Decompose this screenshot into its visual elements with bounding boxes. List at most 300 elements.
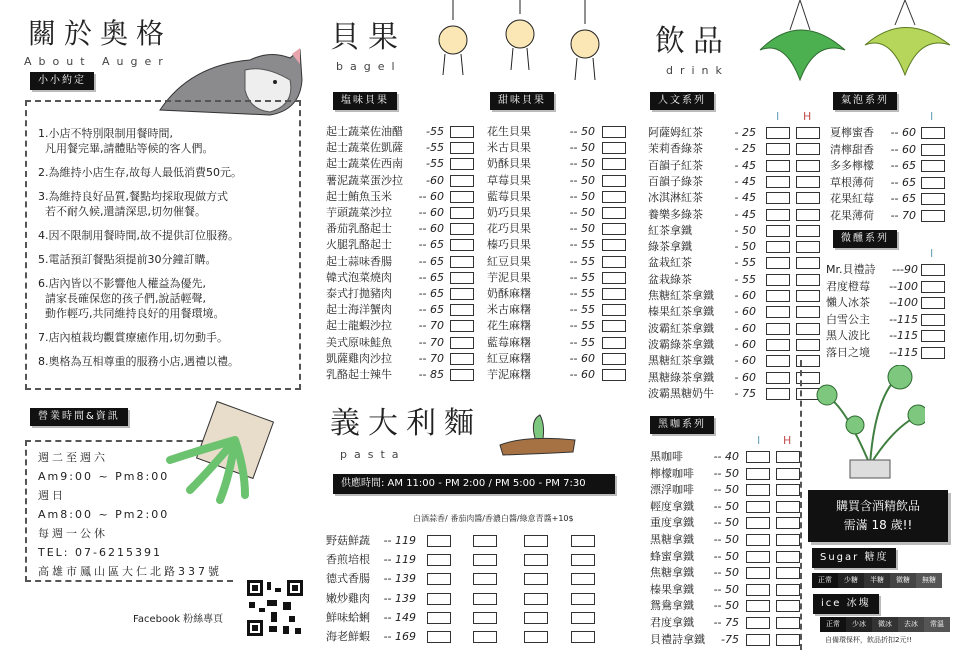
- sweet-bagel-row: [487, 352, 632, 368]
- order-checkbox[interactable]: [776, 551, 800, 563]
- item-price: -- 60: [569, 368, 595, 381]
- sweet-bagel-row: [487, 368, 632, 384]
- humanities-drink-row: [648, 289, 826, 305]
- item-price: -- 65: [890, 159, 916, 172]
- item-price: - 60: [734, 321, 756, 335]
- tipsy-drink-row: [826, 296, 951, 312]
- order-checkbox[interactable]: [776, 617, 800, 629]
- bubble-drink-row: [830, 143, 951, 159]
- info-label: 營業時間&資訊: [30, 408, 128, 426]
- order-checkbox[interactable]: [746, 468, 770, 480]
- item-name: 清檸甜香: [830, 142, 874, 156]
- order-checkbox[interactable]: [746, 501, 770, 513]
- ice-label: ice 冰塊: [813, 594, 879, 614]
- order-checkbox[interactable]: [921, 347, 945, 359]
- order-checkbox[interactable]: [776, 501, 800, 513]
- order-checkbox[interactable]: [776, 517, 800, 529]
- order-checkbox[interactable]: [602, 353, 626, 365]
- order-checkbox[interactable]: [571, 573, 595, 585]
- bubble-iced-header: I: [930, 110, 934, 123]
- order-checkbox[interactable]: [602, 223, 626, 235]
- order-checkbox[interactable]: [796, 192, 820, 204]
- item-price: -- 60: [418, 206, 444, 219]
- order-checkbox[interactable]: [921, 297, 945, 309]
- item-price: -- 55: [569, 303, 595, 317]
- sweet-bagel-row: [487, 222, 632, 238]
- humanities-drink-row: [648, 175, 826, 191]
- order-checkbox[interactable]: [427, 631, 451, 643]
- bubble-drink-row: [830, 176, 951, 192]
- sweet-bagel-row: [487, 174, 632, 190]
- order-checkbox[interactable]: [602, 191, 626, 203]
- order-checkbox[interactable]: [776, 584, 800, 596]
- tipsy-drink-row: [826, 346, 951, 362]
- order-checkbox[interactable]: [766, 290, 790, 302]
- sugar-option[interactable]: 微糖: [890, 573, 916, 588]
- coffee-drink-row: [650, 483, 806, 499]
- order-checkbox[interactable]: [473, 593, 497, 605]
- item-price: -- 60: [418, 222, 444, 236]
- salty-bagel-row: [326, 368, 480, 384]
- item-price: -- 55: [569, 287, 595, 300]
- order-checkbox[interactable]: [524, 554, 548, 566]
- order-checkbox[interactable]: [473, 573, 497, 585]
- drink-subtitle: drink: [666, 64, 729, 77]
- item-name: 君度橙莓: [826, 279, 870, 293]
- alcohol-notice-line2: 需滿 18 歲!!: [843, 518, 913, 532]
- order-checkbox[interactable]: [796, 160, 820, 172]
- order-checkbox[interactable]: [602, 320, 626, 332]
- item-price: -55: [426, 141, 444, 155]
- order-checkbox[interactable]: [766, 225, 790, 237]
- bubble-drink-row: [830, 192, 951, 208]
- facebook-label: Facebook 粉絲專頁: [133, 614, 224, 625]
- order-checkbox[interactable]: [796, 257, 820, 269]
- tipsy-drink-row: [826, 313, 951, 329]
- humanities-drink-row: [648, 240, 826, 256]
- order-checkbox[interactable]: [450, 288, 474, 300]
- order-checkbox[interactable]: [427, 612, 451, 624]
- order-checkbox[interactable]: [450, 320, 474, 332]
- order-checkbox[interactable]: [473, 554, 497, 566]
- order-checkbox[interactable]: [766, 160, 790, 172]
- humanities-series-label: 人文系列: [650, 92, 714, 110]
- item-name: 番茄乳酪起士: [326, 222, 392, 236]
- order-checkbox[interactable]: [450, 353, 474, 365]
- item-price: - 60: [734, 305, 756, 319]
- item-price: - 60: [734, 354, 756, 368]
- item-price: -- 55: [569, 238, 595, 252]
- order-checkbox[interactable]: [427, 573, 451, 585]
- order-checkbox[interactable]: [450, 158, 474, 170]
- humanities-drink-row: [648, 126, 826, 142]
- order-checkbox[interactable]: [746, 600, 770, 612]
- pasta-row: [326, 534, 601, 550]
- order-checkbox[interactable]: [796, 306, 820, 318]
- item-name: 藍莓麻糬: [487, 335, 531, 349]
- order-checkbox[interactable]: [602, 256, 626, 268]
- item-name: 海老鮮蝦: [326, 630, 370, 643]
- info-line: 週日: [38, 489, 66, 502]
- item-price: -- 70: [418, 351, 444, 365]
- coffee-iced-header: I: [757, 434, 761, 447]
- item-price: -- 65: [418, 287, 444, 300]
- order-checkbox[interactable]: [776, 534, 800, 546]
- item-name: 芋泥貝果: [487, 270, 531, 284]
- item-name: 養樂多綠茶: [648, 207, 703, 221]
- order-checkbox[interactable]: [524, 573, 548, 585]
- order-checkbox[interactable]: [450, 239, 474, 251]
- item-price: -- 60: [890, 126, 916, 139]
- order-checkbox[interactable]: [602, 207, 626, 219]
- pasta-subtitle: pasta: [340, 448, 406, 461]
- rule-item: 1.小店不特別限制用餐時間, 凡用餐完畢,請體貼等候的客人們。: [38, 127, 214, 155]
- coffee-drink-row: [650, 450, 806, 466]
- item-price: -- 50: [713, 516, 739, 530]
- sugar-option[interactable]: 半糖: [864, 573, 890, 588]
- item-name: 冰淇淋紅茶: [648, 191, 703, 205]
- item-price: - 45: [734, 158, 756, 172]
- item-name: 百韻子綠茶: [648, 174, 703, 188]
- item-price: -- 60: [890, 142, 916, 156]
- about-title: 關於奧格: [28, 17, 173, 50]
- order-checkbox[interactable]: [602, 337, 626, 349]
- order-checkbox[interactable]: [571, 535, 595, 547]
- order-checkbox[interactable]: [766, 209, 790, 221]
- order-checkbox[interactable]: [450, 369, 474, 381]
- pasta-hours: 供應時間: AM 11:00 - PM 2:00 / PM 5:00 - PM 7:30: [333, 474, 615, 494]
- sweet-bagel-row: [487, 271, 632, 287]
- order-checkbox[interactable]: [602, 126, 626, 138]
- order-checkbox[interactable]: [796, 127, 820, 139]
- order-checkbox[interactable]: [602, 175, 626, 187]
- item-price: -- 119: [383, 534, 416, 547]
- bagel-subtitle: bagel: [336, 60, 402, 73]
- bubble-series-label: 氣泡系列: [833, 92, 897, 110]
- item-name: Mr.貝禮詩: [826, 263, 876, 276]
- coffee-hot-header: H: [783, 434, 792, 447]
- humanities-drink-row: [648, 338, 826, 354]
- order-checkbox[interactable]: [524, 612, 548, 624]
- item-price: -75: [721, 632, 739, 646]
- pasta-row: [326, 630, 601, 646]
- order-checkbox[interactable]: [602, 239, 626, 251]
- item-name: 芋頭蔬菜沙拉: [326, 206, 392, 219]
- order-checkbox[interactable]: [796, 176, 820, 188]
- sweet-bagel-row: [487, 125, 632, 141]
- item-name: 紅茶拿鐵: [648, 223, 692, 237]
- order-checkbox[interactable]: [473, 612, 497, 624]
- item-price: - 25: [734, 142, 756, 156]
- order-checkbox[interactable]: [921, 264, 945, 276]
- order-checkbox[interactable]: [921, 314, 945, 326]
- order-checkbox[interactable]: [776, 484, 800, 496]
- order-checkbox[interactable]: [921, 160, 945, 172]
- rule-item: 5.電話預訂餐點須提前30分鐘訂購。: [38, 253, 217, 266]
- item-price: -- 65: [418, 270, 444, 284]
- order-checkbox[interactable]: [450, 191, 474, 203]
- coffee-drink-row: [650, 633, 806, 649]
- order-checkbox[interactable]: [766, 241, 790, 253]
- item-name: 黑人波比: [826, 329, 870, 342]
- order-checkbox[interactable]: [450, 272, 474, 284]
- item-name: 盆栽紅茶: [648, 256, 692, 270]
- item-name: 花巧貝果: [487, 222, 531, 236]
- item-price: -- 40: [713, 450, 739, 463]
- item-name: 美式原味鮭魚: [326, 335, 392, 349]
- item-price: -- 55: [569, 319, 595, 333]
- order-checkbox[interactable]: [746, 634, 770, 646]
- item-price: - 55: [734, 272, 756, 286]
- item-price: - 45: [734, 207, 756, 221]
- order-checkbox[interactable]: [776, 468, 800, 480]
- order-checkbox[interactable]: [602, 304, 626, 316]
- ice-option[interactable]: 去冰: [898, 617, 924, 632]
- order-checkbox[interactable]: [602, 369, 626, 381]
- item-price: -- 70: [418, 335, 444, 349]
- order-checkbox[interactable]: [524, 593, 548, 605]
- alcohol-age-notice: [808, 490, 948, 542]
- item-price: - 60: [734, 337, 756, 351]
- item-name: 起士蔬菜佐凱薩: [326, 141, 403, 155]
- item-name: 泰式打拋豬肉: [326, 287, 392, 300]
- item-name: 起士蔬菜佐油醋: [326, 125, 403, 138]
- order-checkbox[interactable]: [602, 142, 626, 154]
- order-checkbox[interactable]: [746, 451, 770, 463]
- item-name: 韓式泡菜燒肉: [326, 270, 392, 284]
- item-price: - 55: [734, 256, 756, 270]
- item-name: 紅豆貝果: [487, 254, 531, 268]
- order-checkbox[interactable]: [921, 144, 945, 156]
- coffee-drink-row: [650, 599, 806, 615]
- salty-bagel-row: [326, 238, 480, 254]
- item-name: 盆栽綠茶: [648, 272, 692, 286]
- item-price: - 50: [734, 223, 756, 237]
- item-name: 白雪公主: [826, 312, 870, 326]
- order-checkbox[interactable]: [524, 535, 548, 547]
- order-checkbox[interactable]: [450, 337, 474, 349]
- sweet-bagel-row: [487, 238, 632, 254]
- order-checkbox[interactable]: [776, 451, 800, 463]
- order-checkbox[interactable]: [524, 631, 548, 643]
- order-checkbox[interactable]: [796, 274, 820, 286]
- ice-options: [820, 617, 950, 632]
- ice-option[interactable]: 微冰: [872, 617, 898, 632]
- salty-bagel-row: [326, 174, 480, 190]
- coffee-drink-row: [650, 566, 806, 582]
- item-name: 百韻子紅茶: [648, 158, 703, 172]
- order-checkbox[interactable]: [766, 339, 790, 351]
- item-name: 茉莉香綠茶: [648, 142, 703, 156]
- coffee-drink-row: [650, 516, 806, 532]
- order-checkbox[interactable]: [766, 306, 790, 318]
- ice-option[interactable]: 少冰: [846, 617, 872, 632]
- item-name: 芋泥麻糬: [487, 368, 531, 381]
- item-name: 檸檬咖啡: [650, 466, 694, 480]
- info-line: 週二至週六: [38, 451, 108, 464]
- item-name: 起士龍蝦沙拉: [326, 319, 392, 333]
- order-checkbox[interactable]: [921, 177, 945, 189]
- item-price: --115: [889, 345, 918, 359]
- order-checkbox[interactable]: [450, 126, 474, 138]
- salty-bagel-row: [326, 125, 480, 141]
- order-checkbox[interactable]: [746, 551, 770, 563]
- salty-bagel-row: [326, 287, 480, 303]
- staghorn-fern-illustration: [160, 400, 280, 510]
- order-checkbox[interactable]: [450, 256, 474, 268]
- order-checkbox[interactable]: [746, 517, 770, 529]
- tipsy-series-label: 微醺系列: [833, 230, 897, 248]
- order-checkbox[interactable]: [921, 127, 945, 139]
- order-checkbox[interactable]: [921, 330, 945, 342]
- bagel-title: 貝果: [330, 20, 406, 55]
- order-checkbox[interactable]: [796, 225, 820, 237]
- potted-plants-illustration: [815, 365, 925, 480]
- order-checkbox[interactable]: [571, 612, 595, 624]
- order-checkbox[interactable]: [746, 484, 770, 496]
- order-checkbox[interactable]: [796, 339, 820, 351]
- item-price: -- 55: [569, 270, 595, 284]
- rule-item: 8.奧格為互相尊重的服務小店,遇禮以禮。: [38, 355, 239, 368]
- pasta-row: [326, 553, 601, 569]
- item-name: 奶巧貝果: [487, 206, 531, 219]
- order-checkbox[interactable]: [796, 290, 820, 302]
- rule-item: 2.為維持小店生存,故每人最低消費50元。: [38, 166, 242, 179]
- item-price: -- 65: [890, 175, 916, 189]
- order-checkbox[interactable]: [571, 631, 595, 643]
- order-checkbox[interactable]: [450, 175, 474, 187]
- sweet-bagel-row: [487, 303, 632, 319]
- order-checkbox[interactable]: [427, 554, 451, 566]
- item-price: -- 50: [569, 173, 595, 187]
- order-checkbox[interactable]: [921, 281, 945, 293]
- salty-bagel-row: [326, 190, 480, 206]
- item-name: 多多檸檬: [830, 159, 874, 172]
- pasta-row: [326, 611, 601, 627]
- order-checkbox[interactable]: [746, 534, 770, 546]
- order-checkbox[interactable]: [450, 142, 474, 154]
- item-price: -- 149: [383, 610, 416, 624]
- item-name: 花生貝果: [487, 125, 531, 138]
- order-checkbox[interactable]: [921, 193, 945, 205]
- item-price: -55: [426, 157, 444, 171]
- item-price: -60: [426, 173, 444, 187]
- item-name: 榛巧貝果: [487, 238, 531, 252]
- order-checkbox[interactable]: [602, 288, 626, 300]
- order-checkbox[interactable]: [450, 223, 474, 235]
- item-price: - 25: [734, 126, 756, 139]
- item-name: 夏檸蜜香: [830, 126, 874, 139]
- item-price: -- 50: [713, 499, 739, 513]
- order-checkbox[interactable]: [746, 584, 770, 596]
- order-checkbox[interactable]: [571, 593, 595, 605]
- qr-code[interactable]: [245, 578, 305, 638]
- item-price: -- 50: [569, 125, 595, 138]
- coffee-drink-row: [650, 533, 806, 549]
- sweet-bagel-row: [487, 255, 632, 271]
- order-checkbox[interactable]: [602, 272, 626, 284]
- order-checkbox[interactable]: [796, 209, 820, 221]
- item-name: 花果薄荷: [830, 208, 874, 222]
- humanities-drink-row: [648, 273, 826, 289]
- item-price: -- 55: [569, 335, 595, 349]
- order-checkbox[interactable]: [766, 388, 790, 400]
- order-checkbox[interactable]: [766, 176, 790, 188]
- ice-option[interactable]: 常溫: [924, 617, 950, 632]
- item-price: -- 75: [713, 616, 739, 629]
- order-checkbox[interactable]: [766, 372, 790, 384]
- order-checkbox[interactable]: [766, 355, 790, 367]
- ice-option[interactable]: 正常: [820, 617, 846, 632]
- item-name: 奶酥貝果: [487, 157, 531, 171]
- item-price: -- 50: [713, 466, 739, 480]
- sweet-bagel-row: [487, 336, 632, 352]
- order-checkbox[interactable]: [473, 535, 497, 547]
- item-name: 火腿乳酪起士: [326, 238, 392, 252]
- order-checkbox[interactable]: [796, 241, 820, 253]
- order-checkbox[interactable]: [766, 257, 790, 269]
- item-name: 藍莓貝果: [487, 189, 531, 203]
- humanities-drink-row: [648, 208, 826, 224]
- sugar-option[interactable]: 少糖: [838, 573, 864, 588]
- item-price: ---90: [892, 263, 918, 276]
- item-price: -- 50: [569, 141, 595, 155]
- item-name: 野菇鮮蔬: [326, 534, 370, 547]
- order-checkbox[interactable]: [746, 617, 770, 629]
- order-checkbox[interactable]: [776, 600, 800, 612]
- sugar-option[interactable]: 正常: [812, 573, 838, 588]
- item-name: 起士蔬菜佐西南: [326, 157, 403, 171]
- coffee-drink-row: [650, 616, 806, 632]
- order-checkbox[interactable]: [450, 304, 474, 316]
- item-name: 草根薄荷: [830, 175, 874, 189]
- order-checkbox[interactable]: [796, 323, 820, 335]
- sugar-option[interactable]: 無糖: [916, 573, 942, 588]
- order-checkbox[interactable]: [766, 127, 790, 139]
- humanities-drink-row: [648, 159, 826, 175]
- order-checkbox[interactable]: [766, 323, 790, 335]
- item-price: - 75: [734, 386, 756, 400]
- sugar-label: Sugar 糖度: [812, 548, 896, 568]
- order-checkbox[interactable]: [427, 535, 451, 547]
- humanities-drink-row: [648, 142, 826, 158]
- order-checkbox[interactable]: [766, 143, 790, 155]
- item-name: 起士鮪魚玉米: [326, 189, 392, 203]
- item-name: 黑糖綠茶拿鐵: [648, 370, 714, 384]
- item-price: --100: [889, 279, 918, 293]
- salty-bagel-row: [326, 157, 480, 173]
- order-checkbox[interactable]: [776, 634, 800, 646]
- order-checkbox[interactable]: [602, 158, 626, 170]
- order-checkbox[interactable]: [427, 593, 451, 605]
- order-checkbox[interactable]: [776, 567, 800, 579]
- order-checkbox[interactable]: [450, 207, 474, 219]
- order-checkbox[interactable]: [766, 274, 790, 286]
- item-name: 德式香腸: [326, 572, 370, 586]
- item-name: 黑糖紅茶拿鐵: [648, 354, 714, 368]
- order-checkbox[interactable]: [796, 143, 820, 155]
- item-price: - 45: [734, 191, 756, 205]
- order-checkbox[interactable]: [746, 567, 770, 579]
- order-checkbox[interactable]: [571, 554, 595, 566]
- rule-item: 4.因不限制用餐時間,故不提供訂位服務。: [38, 229, 239, 242]
- order-checkbox[interactable]: [473, 631, 497, 643]
- order-checkbox[interactable]: [766, 192, 790, 204]
- item-price: -- 50: [713, 582, 739, 596]
- coffee-drink-row: [650, 467, 806, 483]
- info-line: 高雄市鳳山區大仁北路337號: [38, 565, 222, 578]
- order-checkbox[interactable]: [921, 210, 945, 222]
